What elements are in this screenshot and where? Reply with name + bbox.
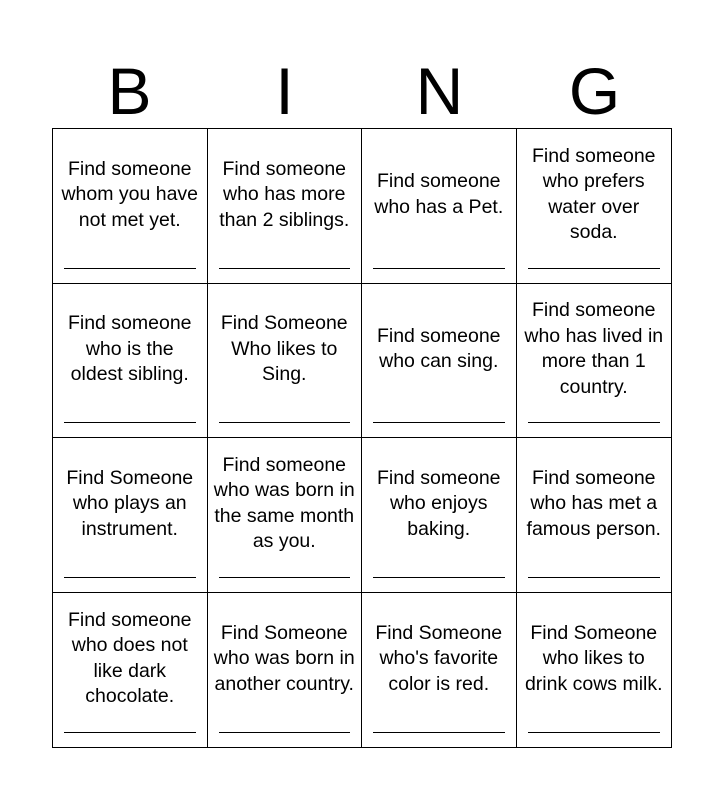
cell-text: Find someone who does not like dark chocolate. [67, 608, 192, 708]
cell-text: Find someone who was born in the same month as you. [213, 453, 355, 553]
signature-line [528, 577, 661, 578]
cell-text: Find someone whom you have not met yet. [61, 157, 199, 231]
bingo-cell[interactable] [53, 438, 208, 593]
signature-line [64, 268, 196, 269]
bingo-cell[interactable] [208, 284, 363, 439]
signature-line [219, 268, 351, 269]
signature-line [373, 732, 505, 733]
bingo-grid [52, 128, 672, 748]
bingo-cell[interactable] [517, 593, 672, 748]
cell-text: Find someone who has met a famous person. [526, 466, 661, 540]
cell-text: Find Someone Who likes to Sing. [220, 312, 348, 385]
bingo-cell[interactable] [362, 284, 517, 439]
bingo-cell[interactable] [208, 129, 363, 284]
bingo-cell[interactable] [53, 284, 208, 439]
bingo-cell[interactable] [53, 129, 208, 284]
signature-line [219, 577, 351, 578]
signature-line [219, 422, 351, 423]
cell-text: Find someone who can sing. [376, 324, 501, 373]
signature-line [64, 422, 196, 423]
cell-text: Find Someone who's favorite color is red. [375, 621, 503, 695]
signature-line [219, 732, 351, 733]
bingo-cell[interactable] [53, 593, 208, 748]
signature-line [64, 732, 196, 733]
bingo-cell[interactable] [517, 284, 672, 439]
signature-line [528, 268, 661, 269]
header-letter-i: I [275, 54, 294, 128]
bingo-cell[interactable] [362, 438, 517, 593]
bingo-cell[interactable] [362, 129, 517, 284]
signature-line [373, 577, 505, 578]
cell-text: Find Someone who plays an instrument. [66, 466, 194, 540]
cell-text: Find Someone who was born in another country. [213, 621, 355, 695]
cell-text: Find someone who is the oldest sibling. [67, 312, 192, 385]
cell-text: Find someone who has lived in more than 1 country. [524, 299, 664, 398]
header-letter-b: B [107, 54, 152, 128]
signature-line [64, 577, 196, 578]
cell-text: Find someone who has a Pet. [374, 170, 504, 218]
bingo-cell[interactable] [208, 438, 363, 593]
cell-text: Find someone who has more than 2 siblings. [219, 157, 350, 231]
cell-text: Find someone who prefers water over soda. [531, 144, 656, 244]
signature-line [373, 422, 505, 423]
bingo-cell[interactable] [517, 129, 672, 284]
header-letter-g: G [568, 54, 621, 128]
bingo-cell[interactable] [517, 438, 672, 593]
header-letter-n: N [415, 54, 464, 128]
cell-text: Find someone who enjoys baking. [376, 466, 501, 540]
bingo-cell[interactable] [208, 593, 363, 748]
signature-line [528, 732, 661, 733]
bingo-cell[interactable] [362, 593, 517, 748]
cell-text: Find Someone who likes to drink cows milk. [524, 621, 663, 695]
bingo-header [52, 54, 672, 128]
signature-line [373, 268, 505, 269]
signature-line [528, 422, 661, 423]
